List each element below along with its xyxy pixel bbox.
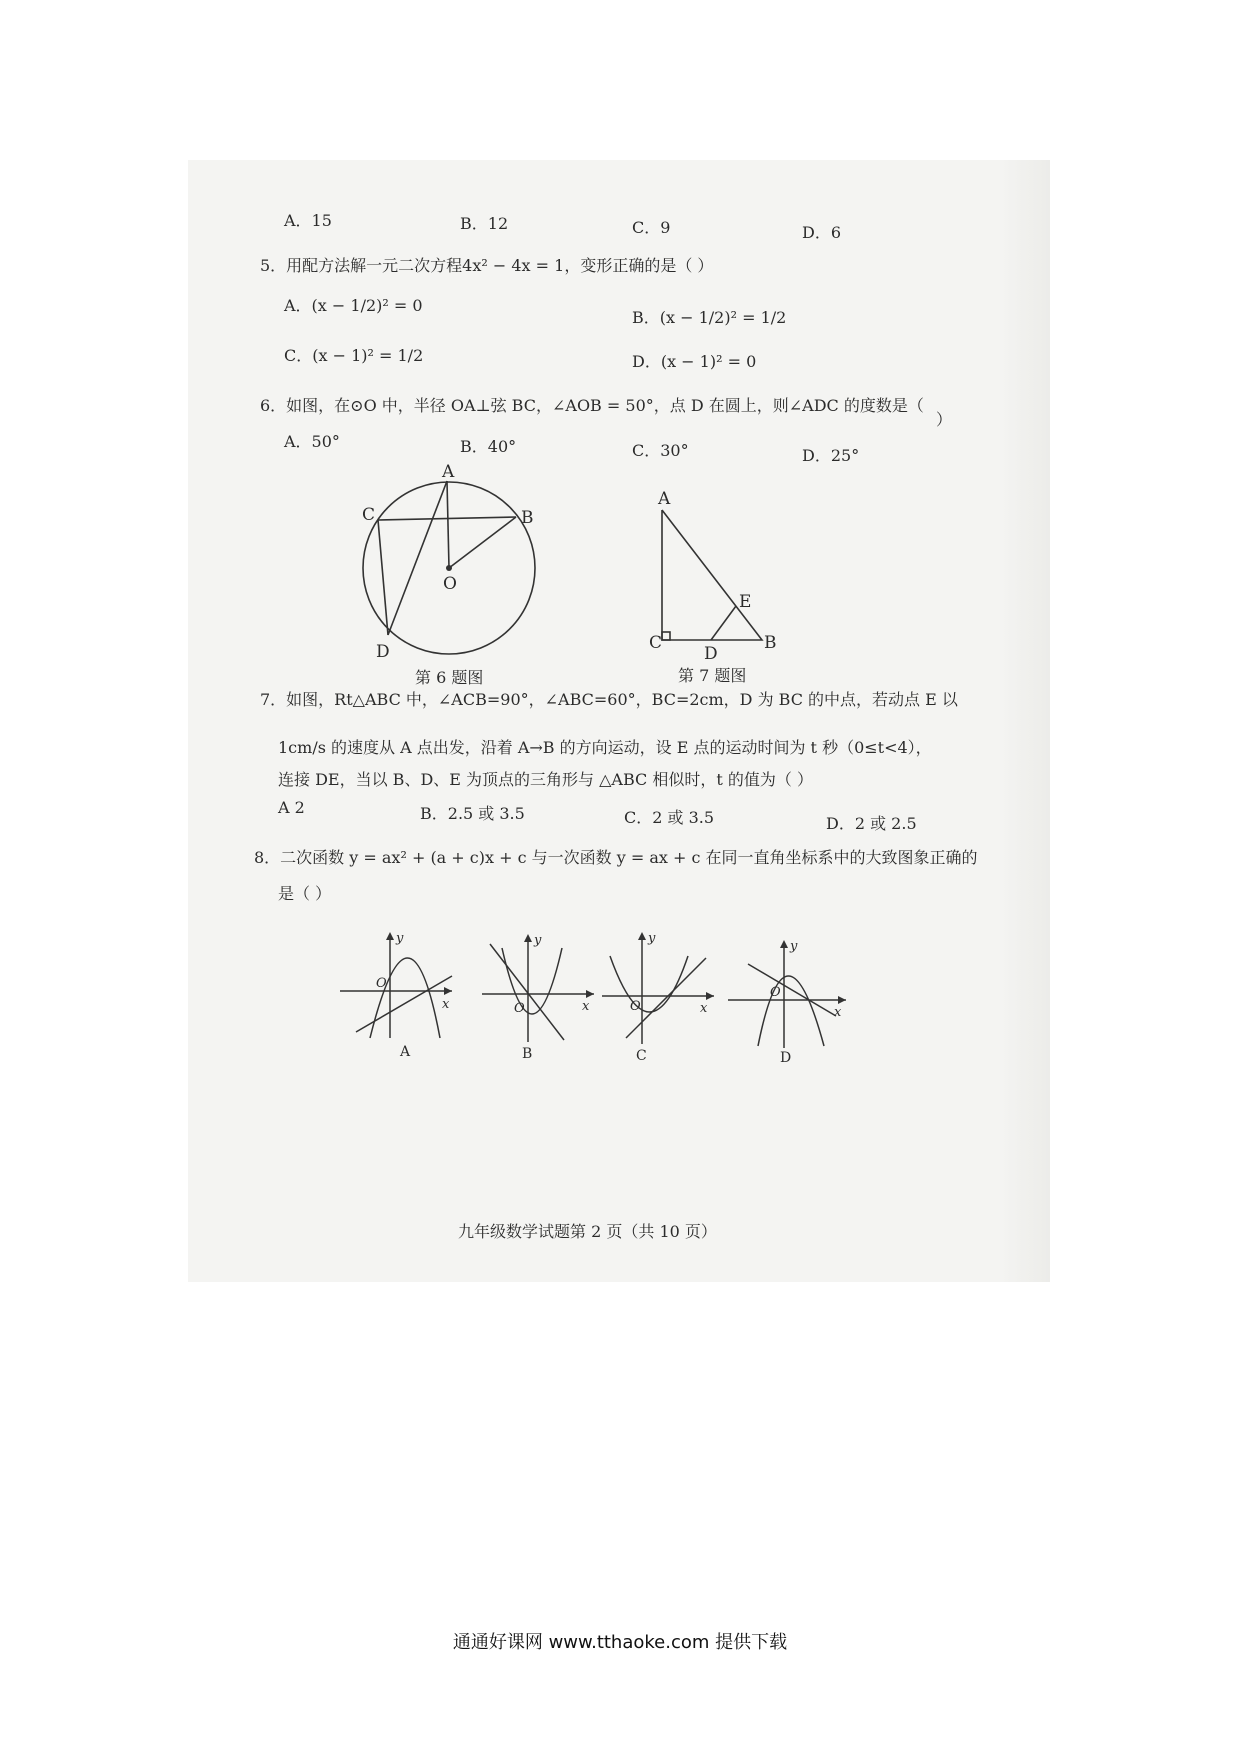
line-graph (626, 958, 706, 1038)
label-d: D (704, 644, 718, 664)
figure-7-triangle-diagram (640, 489, 780, 664)
segment-da (388, 481, 447, 635)
q8-line-2: 是（ ） (278, 884, 332, 903)
segment-de (711, 606, 736, 640)
site-footer: 通通好课网 www.tthaoke.com 提供下载 (452, 1632, 788, 1653)
triangle-abc (662, 510, 762, 640)
q7-line-2: 1cm/s 的速度从 A 点出发，沿着 A→B 的方向运动，设 E 点的运动时间为 t 秒（0≤t<4）， (278, 738, 932, 757)
label-o: O (443, 574, 457, 594)
q6-stem: 6．如图，在⊙O 中，半径 OA⊥弦 BC，∠AOB = 50°，点 D 在圆上，则∠ADC 的度数是（ (260, 396, 924, 415)
label-d: D (376, 642, 390, 662)
origin-label: O (770, 985, 781, 1000)
radius-oa (447, 481, 449, 568)
q6-option-a: A．50° (284, 432, 340, 451)
parabola (502, 948, 562, 1014)
q5-option-d: D．(x − 1)² = 0 (632, 352, 757, 371)
y-axis-label: y (790, 939, 798, 954)
label-a: A (658, 489, 671, 509)
page-footer: 九年级数学试题第 2 页（共 10 页） (458, 1222, 717, 1241)
q6-option-d: D．25° (802, 446, 860, 465)
parabola (610, 956, 688, 1012)
q5-option-b: B．(x − 1/2)² = 1/2 (632, 308, 787, 327)
q5-option-c: C．(x − 1)² = 1/2 (284, 346, 424, 365)
x-axis-label: x (834, 1005, 842, 1020)
graph-label: B (522, 1046, 533, 1062)
q7-option-d: D．2 或 2.5 (826, 814, 917, 833)
q4-option-a: A．15 (284, 211, 332, 230)
right-angle-mark (662, 632, 670, 640)
label-a: A (442, 462, 455, 482)
x-axis-label: x (442, 997, 450, 1012)
y-axis-label: y (648, 931, 656, 946)
label-c: C (362, 505, 376, 525)
q7-line-3: 连接 DE，当以 B、D、E 为顶点的三角形与 △ABC 相似时，t 的值为（ ） (278, 770, 813, 789)
label-b: B (764, 633, 777, 653)
figure-6-caption: 第 6 题图 (415, 668, 484, 687)
x-axis-label: x (700, 1001, 708, 1016)
scanned-page (188, 160, 1050, 1282)
y-axis-label: y (534, 933, 542, 948)
q7-option-c: C．2 或 3.5 (624, 808, 715, 827)
q4-option-d: D．6 (802, 223, 842, 242)
figure-7-caption: 第 7 题图 (678, 666, 747, 685)
parabola (758, 976, 824, 1046)
q8-graph-d (728, 936, 858, 1066)
q8-graph-c (602, 928, 722, 1064)
q7-option-a: A 2 (278, 798, 305, 817)
center-point-o (446, 565, 452, 571)
q6-option-c: C．30° (632, 441, 689, 460)
y-axis-label: y (396, 931, 404, 946)
chord-cb (378, 517, 516, 520)
graph-label: D (780, 1050, 792, 1066)
q7-line-1: 7．如图，Rt△ABC 中，∠ACB=90°，∠ABC=60°，BC=2cm，D 为 BC 的中点，若动点 E 以 (260, 690, 958, 709)
origin-label: O (630, 999, 641, 1014)
origin-label: O (376, 976, 387, 991)
parabola (370, 958, 440, 1038)
figure-6-circle-diagram (360, 462, 560, 685)
q6-option-b: B．40° (460, 437, 517, 456)
graph-label: A (400, 1044, 411, 1060)
q5-stem: 5．用配方法解一元二次方程4x² − 4x = 1，变形正确的是（ ） (260, 256, 714, 275)
scan-shadow-edge (1000, 160, 1050, 1282)
q4-option-b: B．12 (460, 214, 509, 233)
label-e: E (739, 592, 752, 612)
q4-option-c: C．9 (632, 218, 671, 237)
graph-label: C (636, 1048, 647, 1064)
radius-ob (449, 517, 516, 568)
label-c: C (649, 633, 663, 653)
line-graph (748, 964, 836, 1016)
q6-stem-end: ） (936, 410, 953, 429)
q5-option-a: A．(x − 1/2)² = 0 (284, 296, 423, 315)
q8-graph-b (482, 930, 602, 1060)
origin-label: O (514, 1001, 525, 1016)
q8-line-1: 8．二次函数 y = ax² + (a + c)x + c 与一次函数 y = ax + c 在同一直角坐标系中的大致图象正确的 (254, 848, 978, 867)
line-graph (490, 944, 564, 1040)
x-axis-label: x (582, 999, 590, 1014)
q7-option-b: B．2.5 或 3.5 (420, 804, 525, 823)
q8-graph-a (340, 928, 460, 1058)
label-b: B (521, 508, 534, 528)
